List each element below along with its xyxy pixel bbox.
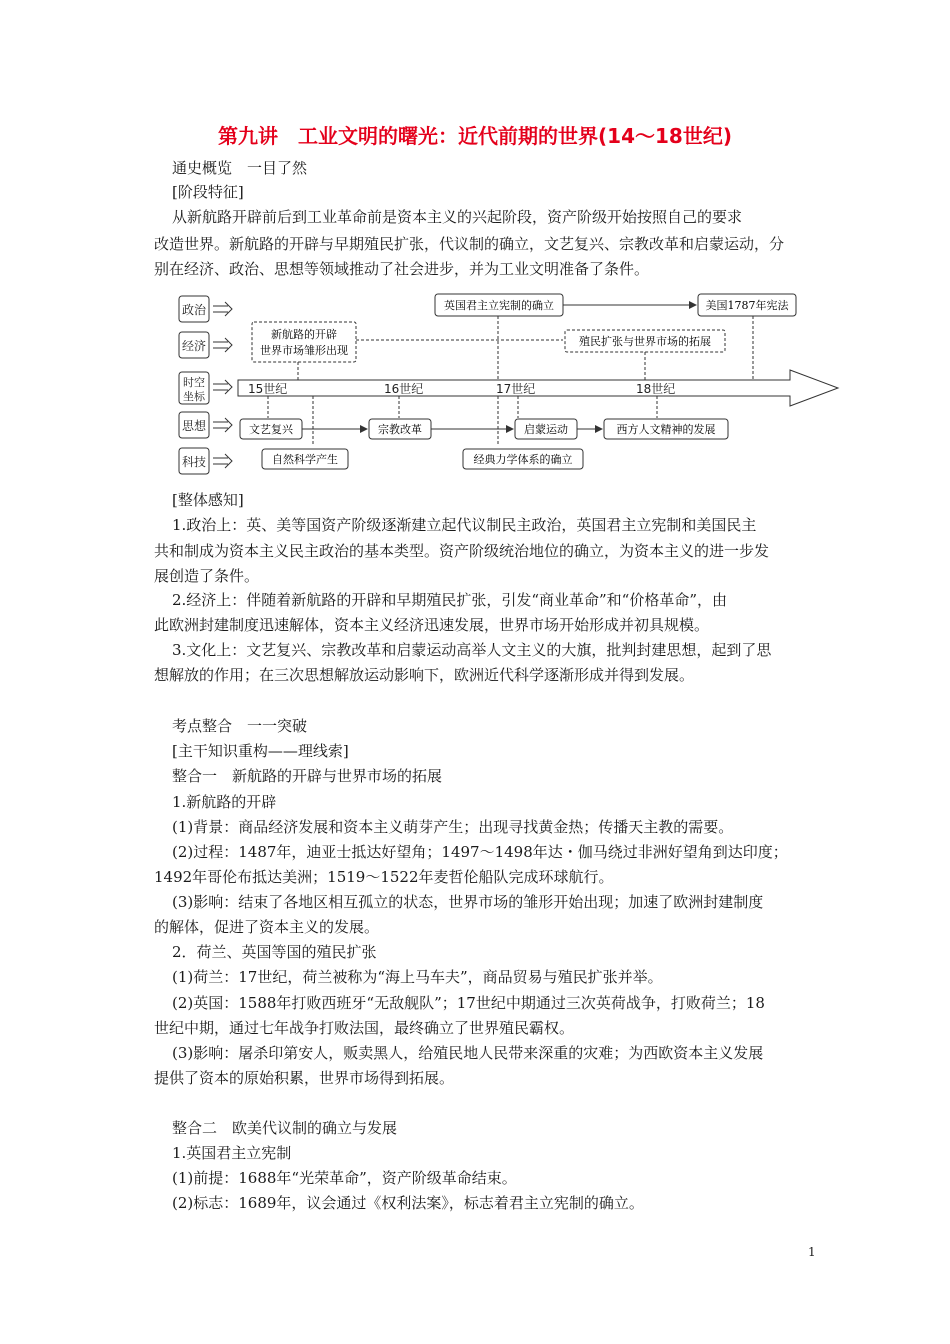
paragraph-line: (2)英国：1588年打败西班牙“无敌舰队”；17世纪中期通过三次英荷战争，打败荷兰；18 (172, 994, 765, 1012)
paragraph-line: (1)前提：1688年“光荣革命”，资产阶级革命结束。 (172, 1169, 517, 1187)
century-label: 16世纪 (384, 382, 424, 396)
thought-item: 西方人文精神的发展 (616, 423, 716, 436)
paragraph-line: 世纪中期，通过七年战争打败法国，最终确立了世界殖民霸权。 (154, 1019, 575, 1037)
paragraph-line: 想解放的作用；在三次思想解放运动影响下，欧洲近代科学逐渐形成并得到发展。 (154, 666, 695, 684)
paragraph-line: 1.政治上：英、美等国资产阶级逐渐建立起代议制民主政治，英国君主立宪制和美国民主 (172, 516, 757, 534)
section-heading: 通史概览 一目了然 (172, 159, 308, 177)
paragraph-line: 改造世界。新航路的开辟与早期殖民扩张，代议制的确立，文艺复兴、宗教改革和启蒙运动，分 (154, 235, 785, 253)
thought-item: 宗教改革 (378, 423, 422, 436)
timeline-arrow (238, 370, 838, 406)
paragraph-line: 3.文化上：文艺复兴、宗教改革和启蒙运动高举人文主义的大旗，批判封建思想，起到了思 (172, 641, 772, 659)
section-heading: 考点整合 一一突破 (172, 717, 308, 735)
paragraph-line: 提供了资本的原始积累，世界市场得到拓展。 (154, 1069, 455, 1087)
economy-item: 新航路的开辟 (271, 328, 337, 341)
paragraph-line: 1492年哥伦布抵达美洲；1519～1522年麦哲伦船队完成环球航行。 (154, 868, 614, 886)
category-label: 时空坐标 (183, 376, 205, 403)
stage-label: [阶段特征] (172, 183, 244, 201)
sub-label: [主干知识重构——理线索] (172, 742, 349, 760)
timeline-diagram (170, 288, 850, 480)
paragraph-line: 共和制成为资本主义民主政治的基本类型。资产阶级统治地位的确立，为资本主义的进一步发 (154, 542, 770, 560)
page-number: 1 (808, 1245, 816, 1259)
thought-item: 启蒙运动 (524, 423, 568, 436)
century-label: 18世纪 (636, 382, 676, 396)
integration-title: 整合一 新航路的开辟与世界市场的拓展 (172, 767, 443, 785)
politics-item: 英国君主立宪制的确立 (444, 299, 554, 312)
category-label: 政治 (181, 303, 207, 317)
thought-item: 文艺复兴 (249, 423, 293, 436)
category-label: 经济 (181, 339, 207, 353)
paragraph-line: (1)荷兰：17世纪，荷兰被称为“海上马车夫”，商品贸易与殖民扩张并举。 (172, 968, 663, 986)
paragraph-line: (2)标志：1689年，议会通过《权利法案》，标志着君主立宪制的确立。 (172, 1194, 644, 1212)
century-label: 15世纪 (248, 382, 288, 396)
paragraph-line: 展创造了条件。 (154, 567, 260, 585)
category-label: 思想 (181, 419, 207, 433)
paragraph-line: 别在经济、政治、思想等领域推动了社会进步，并为工业文明准备了条件。 (154, 260, 650, 278)
paragraph-line: 2.经济上：伴随着新航路的开辟和早期殖民扩张，引发“商业革命”和“价格革命”，由 (172, 591, 727, 609)
politics-item: 美国1787年宪法 (705, 299, 789, 312)
category-label: 科技 (181, 455, 207, 469)
paragraph-line: (3)影响：结束了各地区相互孤立的状态，世界市场的雏形开始出现；加速了欧洲封建制度 (172, 893, 764, 911)
economy-item: 世界市场雏形出现 (260, 344, 348, 357)
paragraph-line: 的解体，促进了资本主义的发展。 (154, 918, 380, 936)
paragraph-line: (1)背景：商品经济发展和资本主义萌芽产生；出现寻找黄金热；传播天主教的需要。 (172, 818, 734, 836)
paragraph-line: 1.英国君主立宪制 (172, 1144, 292, 1162)
economy-item: 殖民扩张与世界市场的拓展 (579, 335, 711, 348)
paragraph-line: 2．荷兰、英国等国的殖民扩张 (172, 943, 377, 961)
paragraph-line: (3)影响：屠杀印第安人，贩卖黑人，给殖民地人民带来深重的灾难；为西欧资本主义发展 (172, 1044, 764, 1062)
page-title: 第九讲 工业文明的曙光：近代前期的世界(14～18世纪) (218, 124, 732, 148)
overall-label: [整体感知] (172, 491, 244, 509)
integration-title: 整合二 欧美代议制的确立与发展 (172, 1119, 398, 1137)
century-label: 17世纪 (496, 382, 536, 396)
paragraph-line: 1.新航路的开辟 (172, 793, 277, 811)
paragraph-line: (2)过程：1487年，迪亚士抵达好望角；1497～1498年达・伽马绕过非洲好望角到达印度； (172, 843, 788, 861)
paragraph-line: 从新航路开辟前后到工业革命前是资本主义的兴起阶段，资产阶级开始按照自己的要求 (172, 208, 743, 226)
science-item: 自然科学产生 (272, 453, 338, 466)
paragraph-line: 此欧洲封建制度迅速解体，资本主义经济迅速发展，世界市场开始形成并初具规模。 (154, 616, 710, 634)
science-item: 经典力学体系的确立 (473, 453, 573, 466)
